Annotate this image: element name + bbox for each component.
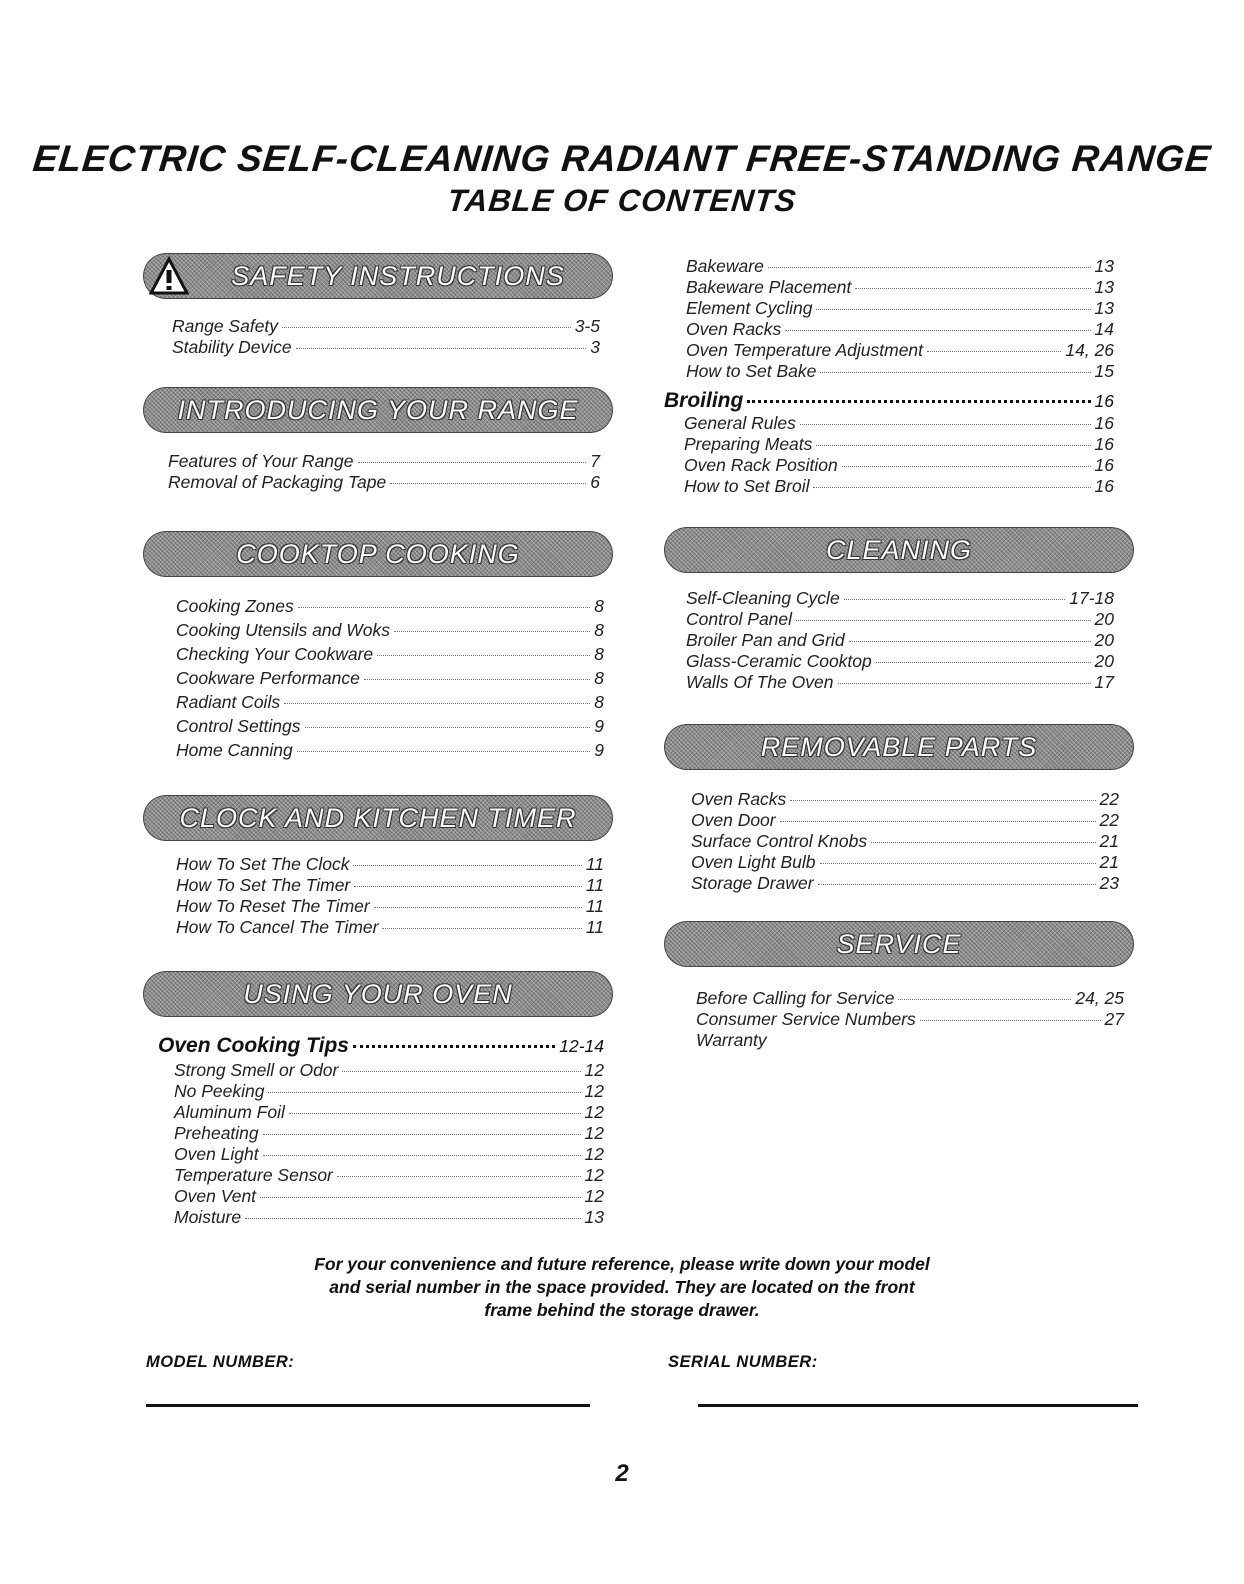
toc-entry[interactable]: Oven Door 22 — [691, 810, 1119, 830]
toc-entry[interactable]: Oven Light Bulb 21 — [691, 852, 1119, 872]
serial-number-line[interactable] — [698, 1404, 1138, 1407]
toc-entry[interactable]: Walls Of The Oven 17 — [686, 672, 1114, 692]
toc-entry[interactable]: Checking Your Cookware 8 — [176, 644, 604, 664]
toc-entry[interactable]: Oven Racks 14 — [686, 319, 1114, 339]
toc-list-service — [696, 988, 1124, 1051]
toc-entry[interactable]: How To Reset The Timer 11 — [176, 896, 604, 916]
section-title: USING YOUR OVEN — [243, 979, 513, 1009]
toc-major-entry[interactable]: Broiling 16 — [664, 389, 1114, 412]
note-line: frame behind the storage drawer. — [484, 1300, 760, 1320]
toc-list-baking — [686, 256, 1114, 382]
toc-entry[interactable]: Storage Drawer 23 — [691, 873, 1119, 893]
toc-list-introducing — [168, 451, 600, 493]
toc-list-safety — [172, 316, 600, 358]
section-header-removable — [664, 724, 1134, 770]
page-number: 2 — [615, 1460, 629, 1487]
toc-entry[interactable]: How To Set The Clock 11 — [176, 854, 604, 874]
toc-entry[interactable]: Oven Temperature Adjustment 14, 26 — [686, 340, 1114, 360]
toc-list-clock — [176, 854, 604, 938]
toc-entry[interactable]: Cooking Zones 8 — [176, 596, 604, 616]
toc-entry[interactable]: Oven Racks 22 — [691, 789, 1119, 809]
section-header-oven — [143, 971, 613, 1017]
model-number-label: MODEL NUMBER: — [146, 1353, 295, 1371]
section-title: SERVICE — [836, 929, 962, 959]
section-header-introducing — [143, 387, 613, 433]
toc-entry[interactable]: How to Set Broil 16 — [684, 476, 1114, 496]
toc-entry[interactable]: Moisture 13 — [174, 1207, 604, 1227]
toc-entry[interactable]: Oven Light 12 — [174, 1144, 604, 1164]
document-subtitle: TABLE OF CONTENTS — [445, 183, 799, 218]
toc-major-entry[interactable]: Oven Cooking Tips 12-14 — [158, 1034, 604, 1057]
toc-entry[interactable]: Oven Rack Position 16 — [684, 455, 1114, 475]
toc-entry[interactable]: Cookware Performance 8 — [176, 668, 604, 688]
toc-list-oven — [158, 1034, 604, 1058]
toc-entry[interactable]: Self-Cleaning Cycle 17-18 — [686, 588, 1114, 608]
toc-entry[interactable]: How To Cancel The Timer 11 — [176, 917, 604, 937]
toc-entry[interactable]: Warranty — [696, 1030, 767, 1050]
toc-entry[interactable]: How To Set The Timer 11 — [176, 875, 604, 895]
toc-entry[interactable]: Removal of Packaging Tape 6 — [168, 472, 600, 492]
toc-list-removable — [691, 789, 1119, 894]
toc-entry[interactable]: Features of Your Range 7 — [168, 451, 600, 471]
toc-entry[interactable]: Broiler Pan and Grid 20 — [686, 630, 1114, 650]
toc-entry[interactable]: Control Panel 20 — [686, 609, 1114, 629]
toc-entry[interactable]: Oven Vent 12 — [174, 1186, 604, 1206]
toc-entry[interactable]: Radiant Coils 8 — [176, 692, 604, 712]
toc-entry[interactable]: Element Cycling 13 — [686, 298, 1114, 318]
toc-entry[interactable]: Preparing Meats 16 — [684, 434, 1114, 454]
section-title: CLEANING — [825, 535, 973, 565]
toc-entry[interactable]: Range Safety 3-5 — [172, 316, 600, 336]
toc-entry[interactable]: Control Settings 9 — [176, 716, 604, 736]
section-header-cooktop — [143, 531, 613, 577]
toc-entry[interactable]: No Peeking 12 — [174, 1081, 604, 1101]
toc-list-cleaning — [686, 588, 1114, 693]
toc-entry[interactable]: Home Canning 9 — [176, 740, 604, 760]
toc-list-oven-tips — [174, 1060, 604, 1228]
toc-entry[interactable]: Bakeware Placement 13 — [686, 277, 1114, 297]
section-title: REMOVABLE PARTS — [760, 732, 1038, 762]
toc-entry[interactable]: How to Set Bake 15 — [686, 361, 1114, 381]
toc-list-broiling — [684, 413, 1114, 497]
section-title: CLOCK AND KITCHEN TIMER — [179, 803, 577, 833]
document-title: ELECTRIC SELF-CLEANING RADIANT FREE-STANDING RANGE — [30, 138, 1214, 179]
section-header-service — [664, 921, 1134, 967]
toc-entry[interactable]: Preheating 12 — [174, 1123, 604, 1143]
section-title: SAFETY INSTRUCTIONS — [231, 261, 565, 291]
toc-entry[interactable]: Consumer Service Numbers 27 — [696, 1009, 1124, 1029]
note-line: For your convenience and future reference, please write down your model — [314, 1254, 930, 1274]
toc-entry[interactable]: Glass-Ceramic Cooktop 20 — [686, 651, 1114, 671]
toc-entry[interactable]: Temperature Sensor 12 — [174, 1165, 604, 1185]
note-line: and serial number in the space provided. They are located on the front — [329, 1277, 915, 1297]
toc-entry[interactable]: Bakeware 13 — [686, 256, 1114, 276]
toc-entry[interactable]: Stability Device 3 — [172, 337, 600, 357]
section-title: INTRODUCING YOUR RANGE — [177, 395, 579, 425]
toc-list-cooktop — [176, 594, 604, 762]
toc-entry[interactable]: Before Calling for Service 24, 25 — [696, 988, 1124, 1008]
model-number-line[interactable] — [146, 1404, 590, 1407]
toc-list-broiling-major — [664, 389, 1114, 413]
toc-entry[interactable]: Surface Control Knobs 21 — [691, 831, 1119, 851]
serial-number-label: SERIAL NUMBER: — [668, 1353, 818, 1371]
reference-note — [0, 1253, 1244, 1322]
section-title: COOKTOP COOKING — [236, 539, 520, 569]
toc-entry[interactable]: Aluminum Foil 12 — [174, 1102, 604, 1122]
toc-entry[interactable]: Cooking Utensils and Woks 8 — [176, 620, 604, 640]
toc-entry[interactable]: General Rules 16 — [684, 413, 1114, 433]
section-header-clock — [143, 795, 613, 841]
section-header-safety — [143, 253, 613, 299]
toc-entry[interactable]: Strong Smell or Odor 12 — [174, 1060, 604, 1080]
section-header-cleaning — [664, 527, 1134, 573]
